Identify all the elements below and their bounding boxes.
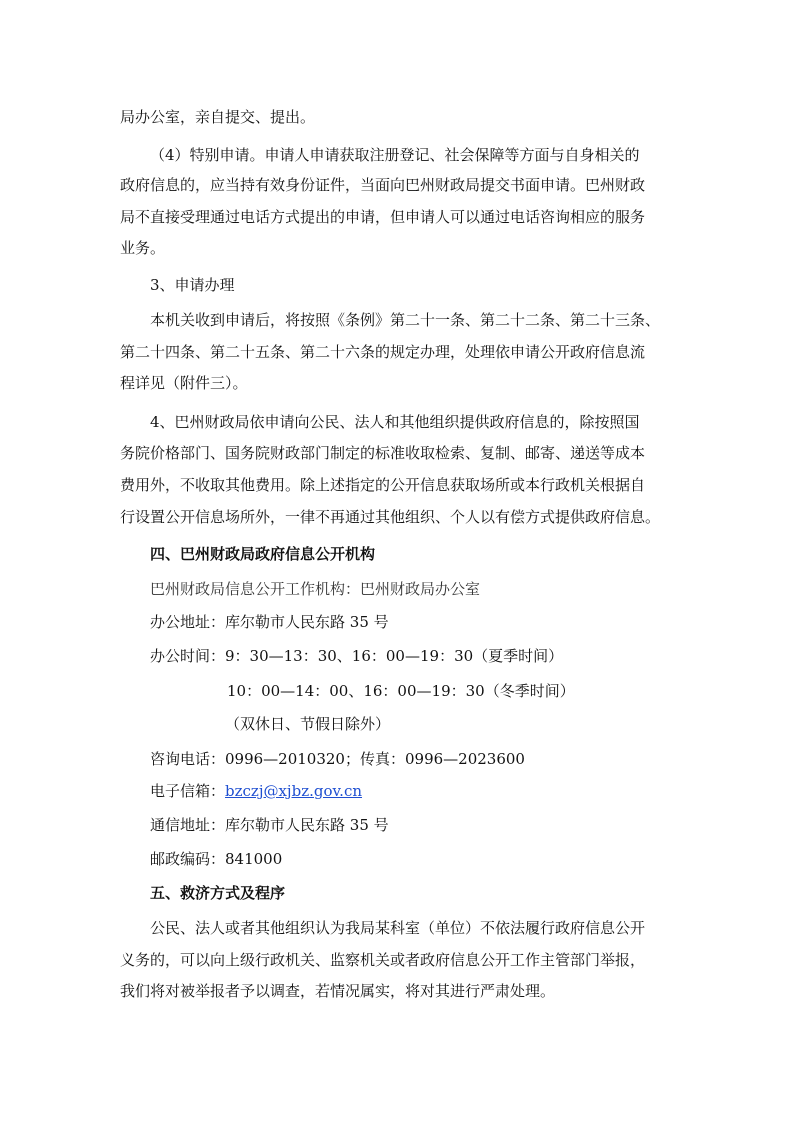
section-heading: 3、申请办理 <box>150 276 235 294</box>
email-link[interactable]: bzczj@xjbz.gov.cn <box>225 782 363 800</box>
paragraph-line: 义务的，可以向上级行政机关、监察机关或者政府信息公开工作主管部门举报， <box>120 951 646 969</box>
paragraph-line: （4）特别申请。申请人申请获取注册登记、社会保障等方面与自身相关的 <box>150 146 640 164</box>
mailing-address: 通信地址：库尔勒市人民东路 35 号 <box>150 816 389 834</box>
paragraph-line: 我们将对被举报者予以调查，若情况属实，将对其进行严肃处理。 <box>120 982 556 1000</box>
paragraph-line: 费用外，不收取其他费用。除上述指定的公开信息获取场所或本行政机关根据自 <box>120 476 646 494</box>
section-heading: 五、救济方式及程序 <box>150 884 286 902</box>
office-address: 办公地址：库尔勒市人民东路 35 号 <box>150 613 389 631</box>
paragraph-line: 公民、法人或者其他组织认为我局某科室（单位）不依法履行政府信息公开 <box>150 919 646 937</box>
paragraph-line: 局办公室，亲自提交、提出。 <box>120 108 316 126</box>
email-label: 电子信箱： <box>150 782 226 800</box>
paragraph-line: 4、巴州财政局依申请向公民、法人和其他组织提供政府信息的，除按照国 <box>150 413 640 431</box>
postal-code: 邮政编码：841000 <box>150 850 283 868</box>
paragraph-line: 政府信息的，应当持有效身份证件，当面向巴州财政局提交书面申请。巴州财政 <box>120 176 646 194</box>
office-hours-winter: 10：00—14：00、16：00—19：30（冬季时间） <box>227 682 575 700</box>
paragraph-line: 局不直接受理通过电话方式提出的申请，但申请人可以通过电话咨询相应的服务 <box>120 208 646 226</box>
paragraph-line: 务院价格部门、国务院财政部门制定的标准收取检索、复制、邮寄、递送等成本 <box>120 444 646 462</box>
office-hours-note: （双休日、节假日除外） <box>225 715 391 733</box>
phone-fax: 咨询电话：0996—2010320；传真：0996—2023600 <box>150 750 525 768</box>
paragraph-line: 程详见（附件三）。 <box>120 374 248 392</box>
section-heading: 四、巴州财政局政府信息公开机构 <box>150 545 376 563</box>
paragraph-line: 业务。 <box>120 239 166 257</box>
info-line: 巴州财政局信息公开工作机构：巴州财政局办公室 <box>150 580 481 598</box>
paragraph-line: 行设置公开信息场所外，一律不再通过其他组织、个人以有偿方式提供政府信息。 <box>120 508 661 526</box>
email-line <box>150 776 680 806</box>
paragraph-line: 第二十四条、第二十五条、第二十六条的规定办理，处理依申请公开政府信息流 <box>120 343 646 361</box>
paragraph-line: 本机关收到申请后，将按照《条例》第二十一条、第二十二条、第二十三条、 <box>150 311 661 329</box>
office-hours-summer: 办公时间：9：30—13：30、16：00—19：30（夏季时间） <box>150 647 564 665</box>
